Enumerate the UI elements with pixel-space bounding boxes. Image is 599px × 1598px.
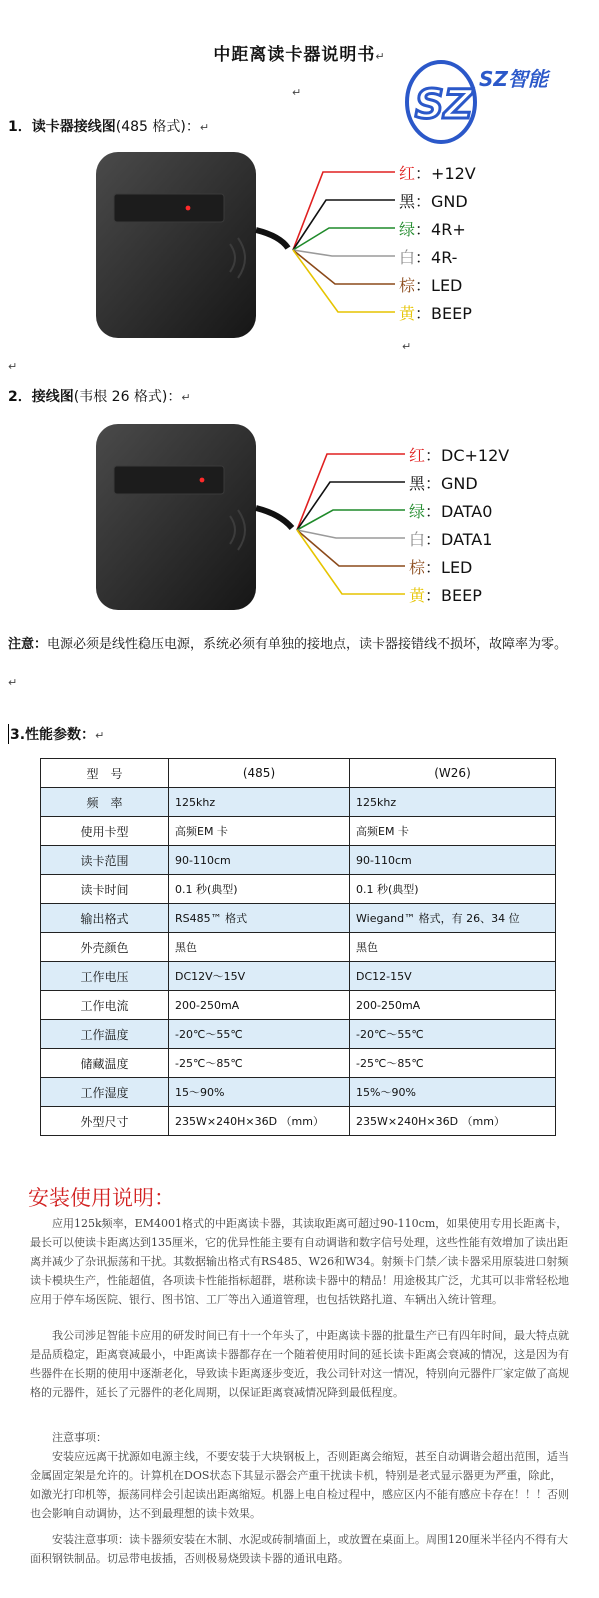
wire-label bbox=[399, 245, 457, 268]
spec-table bbox=[40, 758, 556, 1136]
wire-label bbox=[399, 189, 468, 212]
spec-w26-cell: 235W×240H×36D （mm） bbox=[350, 1107, 556, 1136]
table-row bbox=[41, 1049, 556, 1078]
wire-colon: ： bbox=[415, 192, 432, 211]
wire-color-name: 白 bbox=[399, 248, 416, 267]
wire-signal: 4R+ bbox=[431, 220, 466, 239]
wire-signal: BEEP bbox=[441, 586, 482, 605]
wire-signal: DATA0 bbox=[441, 502, 493, 521]
paragraph-mark: ↵ bbox=[292, 86, 302, 99]
paragraph-mark: ↵ bbox=[402, 340, 412, 353]
wire-label bbox=[399, 273, 462, 296]
wire-data1 bbox=[297, 530, 405, 538]
wire-colon: ： bbox=[415, 164, 432, 183]
logo-mark: SZ bbox=[415, 82, 473, 128]
table-row bbox=[41, 904, 556, 933]
spec-w26-cell: (W26) bbox=[350, 759, 556, 788]
wire-signal: DC+12V bbox=[441, 446, 510, 465]
spec-485-cell: 黑色 bbox=[169, 933, 350, 962]
wire-dc+12v bbox=[297, 454, 405, 530]
table-row bbox=[41, 846, 556, 875]
wire-led bbox=[297, 530, 405, 566]
wire-color-name: 红 bbox=[399, 164, 416, 183]
sz-logo bbox=[405, 50, 555, 150]
wire-color-name: 红 bbox=[409, 446, 426, 465]
wire-colon: ： bbox=[425, 530, 442, 549]
wire-lines-1 bbox=[0, 148, 599, 348]
spec-w26-cell: 200-250mA bbox=[350, 991, 556, 1020]
wire-color-name: 黑 bbox=[399, 192, 416, 211]
paragraph-mark: ↵ bbox=[199, 121, 210, 134]
table-row bbox=[41, 991, 556, 1020]
spec-param-cell: 输出格式 bbox=[41, 904, 169, 933]
wire-label bbox=[409, 555, 472, 578]
spec-w26-cell: 125khz bbox=[350, 788, 556, 817]
spec-485-cell: 125khz bbox=[169, 788, 350, 817]
spec-485-cell: 0.1 秒(典型) bbox=[169, 875, 350, 904]
spec-param-cell: 工作电压 bbox=[41, 962, 169, 991]
wire-colon: ： bbox=[425, 446, 442, 465]
wire-colon: ： bbox=[425, 502, 442, 521]
wire-label bbox=[409, 471, 478, 494]
wire-label bbox=[399, 301, 472, 324]
wire-color-name: 棕 bbox=[399, 276, 416, 295]
paragraph-mark: ↵ bbox=[375, 50, 386, 63]
note-text: 电源必须是线性稳压电源，系统必须有单独的接地点，读卡器接错线不损坏，故障率为零。 bbox=[47, 637, 568, 652]
spec-param-cell: 读卡范围 bbox=[41, 846, 169, 875]
spec-485-cell: 15～90% bbox=[169, 1078, 350, 1107]
paragraph-mark: ↵ bbox=[8, 360, 18, 373]
spec-w26-cell: 高频EM 卡 bbox=[350, 817, 556, 846]
table-row bbox=[41, 1020, 556, 1049]
wire-label bbox=[409, 443, 509, 466]
spec-w26-cell: DC12-15V bbox=[350, 962, 556, 991]
install-notes-heading: 注意事项： bbox=[52, 1431, 107, 1444]
install-paragraph-1: 应用125k频率，EM4001格式的中距离读卡器，其读取距离可超过90-110cm，如果使用专用长距离卡，最长可以使读卡距离达到135厘米，它的优异性能主要有自动调谐和数字信号处理，这些性能有效增加了读出距离并减少了杂讯振荡和干扰。其数据输出格式有RS485、W26和W34。射频卡门禁／读卡器采用原装进口射频读卡模块生产，性能超值，各项读卡性能指标超群，堪称读卡器中的精品！用途极其广泛，尤其可以非常轻松地应用于停车场医院、银行、图书馆、工厂等出入通道管理，也包括铁路扎道、车辆出入统计管理。 bbox=[30, 1217, 569, 1306]
spec-485-cell: -20℃～55℃ bbox=[169, 1020, 350, 1049]
spec-param-cell: 型 号 bbox=[41, 759, 169, 788]
install-paragraph-4: 安装注意事项：读卡器须安装在木制、水泥或砖制墙面上，或放置在桌面上。周围120厘米半径内不得有大面积钢铁制品。切忌带电拔插，否则极易烧毁读卡器的通讯电路。 bbox=[30, 1533, 568, 1565]
note-label: 注意： bbox=[8, 637, 48, 652]
spec-485-cell: 90-110cm bbox=[169, 846, 350, 875]
wire-beep bbox=[293, 250, 395, 312]
spec-485-cell: 200-250mA bbox=[169, 991, 350, 1020]
spec-485-cell: (485) bbox=[169, 759, 350, 788]
section1-heading bbox=[8, 116, 209, 136]
table-row bbox=[41, 788, 556, 817]
wire-label bbox=[399, 161, 476, 184]
install-paragraph-3: 安装应远离干扰源如电源主线，不要安装于大块钢板上，否则距离会缩短，甚至自动调谐会超出范围，适当金属固定架是允许的。计算机在DOS状态下其显示器会产重干扰读卡机，特别是老式显示器更为严重，除此，如激光打印机等，振荡同样会引起读出距离缩短。机器上电自检过程中，感应区内不能有感应卡存在！！！否则也会影响自动调协，达不到最理想的读卡效果。 bbox=[30, 1450, 569, 1520]
spec-param-cell: 使用卡型 bbox=[41, 817, 169, 846]
wire-color-name: 绿 bbox=[399, 220, 416, 239]
spec-w26-cell: 0.1 秒(典型) bbox=[350, 875, 556, 904]
install-paragraph-2: 我公司涉足智能卡应用的研发时间已有十一个年头了，中距离读卡器的批量生产已有四年时间，最大特点就是品质稳定，距离衰减最小，中距离读卡器都存在一个随着使用时间的延长读卡距离会衰减的情况，这是因为有些器件在长期的使用中逐渐老化，导致读卡距离逐步变近，我公司针对这一情况，特别向元器件厂家定做了高规格的元器件，延长了元器件的老化周期，以保证距离衰减情况降到最低程度。 bbox=[30, 1329, 569, 1399]
wire-label bbox=[409, 583, 482, 606]
install-title: 安装使用说明： bbox=[28, 1186, 175, 1210]
wire-+12v bbox=[293, 172, 395, 250]
wire-beep bbox=[297, 530, 405, 594]
wire-color-name: 黄 bbox=[409, 586, 426, 605]
wire-color-name: 黄 bbox=[399, 304, 416, 323]
spec-w26-cell: Wiegand™ 格式，有 26、34 位 bbox=[350, 904, 556, 933]
spec-param-cell: 外壳颜色 bbox=[41, 933, 169, 962]
wire-colon: ： bbox=[415, 220, 432, 239]
spec-485-cell: 235W×240H×36D （mm） bbox=[169, 1107, 350, 1136]
spec-485-cell: RS485™ 格式 bbox=[169, 904, 350, 933]
section2-heading bbox=[8, 386, 191, 406]
spec-param-cell: 频 率 bbox=[41, 788, 169, 817]
section3-heading bbox=[8, 724, 104, 744]
section2-title: 2．接线图 bbox=[8, 389, 74, 405]
wire-label bbox=[399, 217, 466, 240]
table-header-row bbox=[41, 759, 556, 788]
spec-param-cell: 工作湿度 bbox=[41, 1078, 169, 1107]
wire-label bbox=[409, 499, 492, 522]
spec-param-cell: 工作电流 bbox=[41, 991, 169, 1020]
paragraph-mark: ↵ bbox=[8, 676, 18, 689]
spec-w26-cell: 15%～90% bbox=[350, 1078, 556, 1107]
wire-colon: ： bbox=[425, 586, 442, 605]
wire-signal: LED bbox=[441, 558, 473, 577]
section1-subtitle: (485 格式)： bbox=[115, 119, 200, 135]
logo-text: SZ智能 bbox=[479, 67, 548, 91]
table-row bbox=[41, 875, 556, 904]
spec-485-cell: 高频EM 卡 bbox=[169, 817, 350, 846]
wire-signal: GND bbox=[431, 192, 468, 211]
spec-w26-cell: 黑色 bbox=[350, 933, 556, 962]
wire-signal: BEEP bbox=[431, 304, 472, 323]
wire-signal: LED bbox=[431, 276, 463, 295]
paragraph-mark: ↵ bbox=[181, 391, 191, 404]
wire-color-name: 黑 bbox=[409, 474, 426, 493]
wire-color-name: 棕 bbox=[409, 558, 426, 577]
table-row bbox=[41, 933, 556, 962]
wire-gnd bbox=[293, 200, 395, 250]
wire-signal: 4R- bbox=[431, 248, 458, 267]
section3-title: 3.性能参数： bbox=[10, 727, 96, 743]
wire-colon: ： bbox=[415, 276, 432, 295]
table-row bbox=[41, 1078, 556, 1107]
wire-data0 bbox=[297, 510, 405, 530]
table-row bbox=[41, 962, 556, 991]
document-title-text: 中距离读卡器说明书 bbox=[213, 45, 376, 65]
spec-w26-cell: -20℃～55℃ bbox=[350, 1020, 556, 1049]
paragraph-mark: ↵ bbox=[95, 729, 105, 742]
wire-label bbox=[409, 527, 492, 550]
spec-param-cell: 外型尺寸 bbox=[41, 1107, 169, 1136]
spec-param-cell: 储藏温度 bbox=[41, 1049, 169, 1078]
wire-signal: DATA1 bbox=[441, 530, 493, 549]
section1-title: 1．读卡器接线图 bbox=[8, 119, 116, 135]
wire-colon: ： bbox=[415, 248, 432, 267]
spec-w26-cell: -25℃～85℃ bbox=[350, 1049, 556, 1078]
wire-colon: ： bbox=[415, 304, 432, 323]
spec-param-cell: 读卡时间 bbox=[41, 875, 169, 904]
spec-485-cell: -25℃～85℃ bbox=[169, 1049, 350, 1078]
wire-signal: GND bbox=[441, 474, 478, 493]
wire-colon: ： bbox=[425, 558, 442, 577]
wire-colon: ： bbox=[425, 474, 442, 493]
table-row bbox=[41, 1107, 556, 1136]
wire-4r+ bbox=[293, 228, 395, 250]
wire-color-name: 绿 bbox=[409, 502, 426, 521]
power-note bbox=[8, 636, 593, 653]
wire-signal: +12V bbox=[431, 164, 476, 183]
wire-led bbox=[293, 250, 395, 284]
spec-w26-cell: 90-110cm bbox=[350, 846, 556, 875]
table-row bbox=[41, 817, 556, 846]
section2-subtitle: (韦根 26 格式)： bbox=[73, 389, 182, 405]
spec-param-cell: 工作温度 bbox=[41, 1020, 169, 1049]
wire-color-name: 白 bbox=[409, 530, 426, 549]
wire-4r- bbox=[293, 250, 395, 256]
spec-485-cell: DC12V～15V bbox=[169, 962, 350, 991]
